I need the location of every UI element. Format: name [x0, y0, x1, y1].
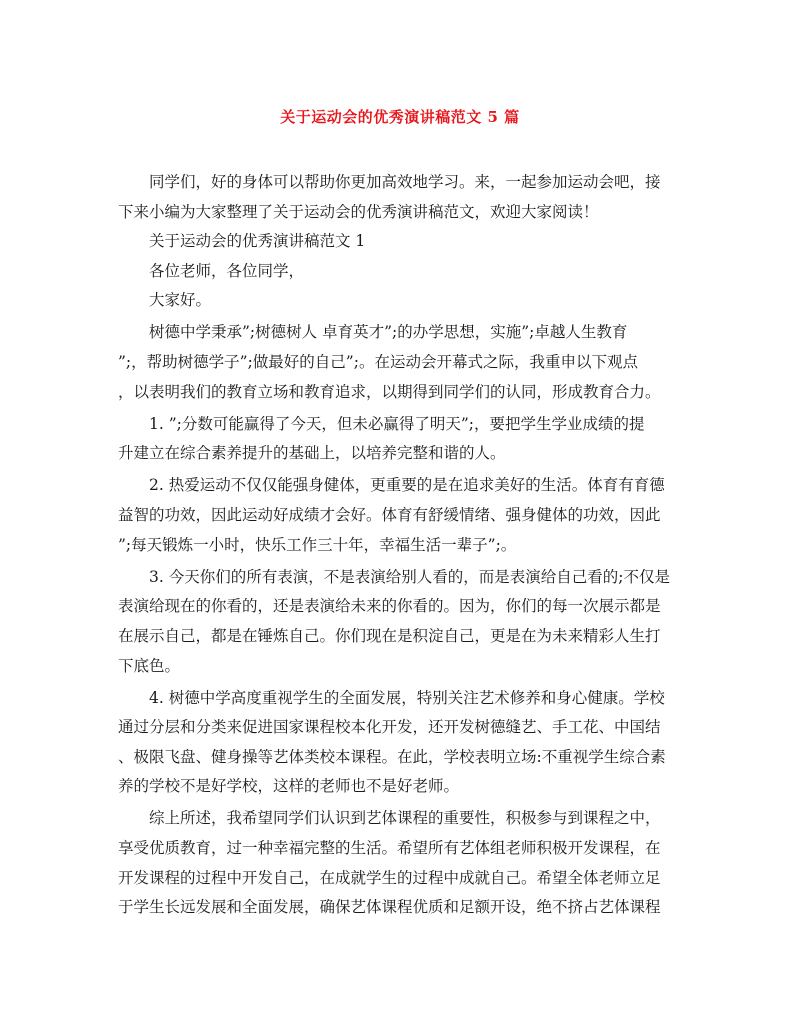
- paragraph-conclusion: [118, 804, 674, 922]
- paragraph-point-1: [118, 410, 674, 469]
- text-line: 关于运动会的优秀演讲稿范文 1: [149, 232, 366, 251]
- text-line: 各位老师，各位同学，: [149, 261, 305, 280]
- text-line: 树德中学秉承”;树德树人 卓育英才”;的办学思想，实施”;卓越人生教育: [149, 323, 628, 342]
- document-title: 关于运动会的优秀演讲稿范文 5 篇: [280, 108, 520, 126]
- paragraph-point-4: [118, 684, 674, 802]
- paragraph-point-2: [118, 471, 674, 560]
- text-line: 同学们，好的身体可以帮助你更加高效地学习。来，一起参加运动会吧，接: [149, 173, 661, 191]
- text-line: 升建立在综合素养提升的基础上，以培养完整和谐的人。: [118, 444, 506, 463]
- paragraph-salutation: [118, 257, 674, 287]
- text-line: 于学生长远发展和全面发展，确保艺体课程优质和足额开设，绝不挤占艺体课程: [118, 898, 661, 917]
- text-line: 综上所述，我希望同学们认识到艺体课程的重要性，积极参与到课程之中，: [149, 809, 661, 828]
- text-line: 下来小编为大家整理了关于运动会的优秀演讲稿范文，欢迎大家阅读！: [118, 202, 599, 221]
- text-line: 2. 热爱运动不仅仅能强身健体，更重要的是在追求美好的生活。体育有育德: [149, 476, 665, 495]
- paragraph-intro: [118, 168, 674, 227]
- text-line: 养的学校不是好学校，这样的老师也不是好老师。: [118, 777, 460, 796]
- paragraph-point-3: [118, 563, 674, 681]
- text-line: ”;，帮助树德学子”;做最好的自己”;。在运动会开幕式之际，我重申以下观点: [118, 353, 638, 372]
- text-line: 3. 今天你们的所有表演，不是表演给别人看的，而是表演给自己看的;不仅是: [149, 567, 670, 586]
- document-body: [118, 168, 674, 923]
- text-line: 下底色。: [118, 656, 181, 675]
- text-line: 1. ”;分数可能赢得了今天，但未必赢得了明天”;，要把学生学业成绩的提: [149, 414, 645, 433]
- paragraph-greeting: [118, 286, 674, 316]
- text-line: 4. 树德中学高度重视学生的全面发展，特别关注艺术修养和身心健康。学校: [149, 688, 665, 707]
- paragraph-philosophy: [118, 318, 674, 407]
- text-line: 在展示自己，都是在锤炼自己。你们现在是积淀自己，更是在为未来精彩人生打: [118, 626, 661, 645]
- text-line: 益智的功效，因此运动好成绩才会好。体育有舒缓情绪、强身健体的功效，因此: [118, 506, 661, 525]
- text-line: 、极限飞盘、健身操等艺体类校本课程。在此，学校表明立场:不重视学生综合素: [118, 747, 666, 766]
- text-line: 通过分层和分类来促进国家课程校本化开发，还开发树德缝艺、手工花、中国结: [118, 718, 661, 737]
- text-line: ，以表明我们的教育立场和教育追求，以期得到同学们的认同，形成教育合力。: [118, 382, 661, 401]
- text-line: 大家好。: [149, 291, 212, 310]
- text-line: ”;每天锻炼一小时，快乐工作三十年，幸福生活一辈子”;。: [118, 535, 517, 554]
- text-line: 开发课程的过程中开发自己，在成就学生的过程中成就自己。希望全体老师立足: [118, 868, 661, 887]
- text-line: 享受优质教育，过一种幸福完整的生活。希望所有艺体组老师积极开发课程，在: [118, 839, 661, 858]
- section-heading: [118, 227, 674, 257]
- text-line: 表演给现在的你看的，还是表演给未来的你看的。因为，你们的每一次展示都是: [118, 597, 661, 616]
